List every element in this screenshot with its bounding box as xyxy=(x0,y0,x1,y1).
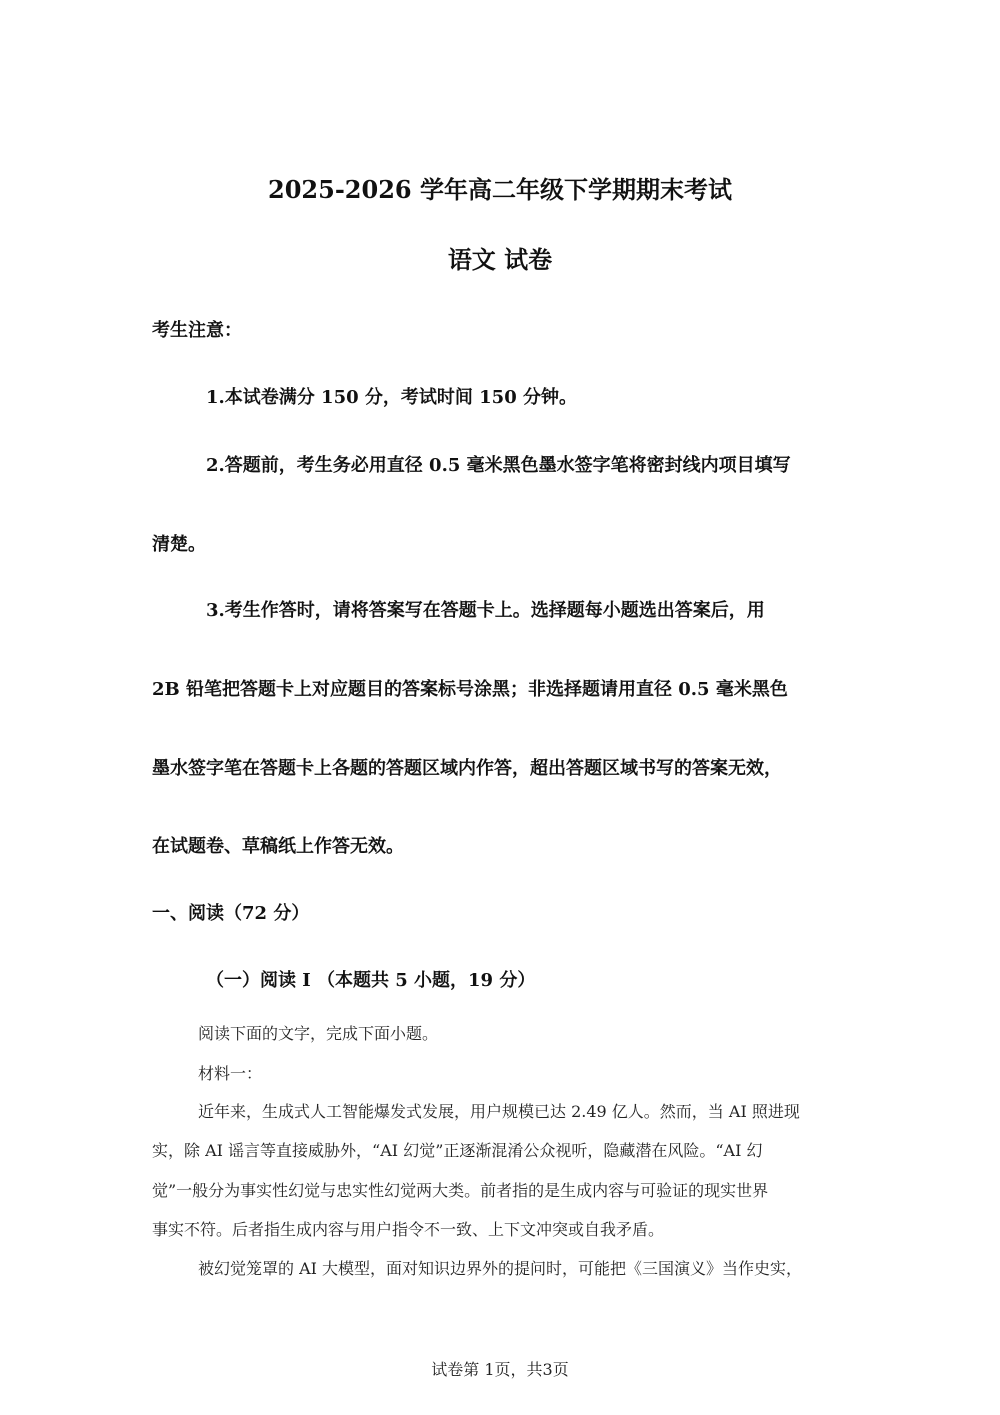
reading-instruction: 阅读下面的文字，完成下面小题。 xyxy=(198,1024,439,1043)
paragraph-line: 实，除 AI 谣言等直接威胁外，“AI 幻觉”正逐渐混淆公众视听，隐藏潜在风险。“AI 幻 xyxy=(152,1141,763,1160)
notice-item-1: 1.本试卷满分 150 分，考试时间 150 分钟。 xyxy=(206,387,578,408)
paragraph-line: 近年来，生成式人工智能爆发式发展，用户规模已达 2.49 亿人。然而，当 AI 照进现 xyxy=(198,1102,800,1121)
notice-item-2-line-1: 2.答题前，考生务必用直径 0.5 毫米黑色墨水签字笔将密封线内项目填写 xyxy=(206,455,791,476)
paragraph-line: 事实不符。后者指生成内容与用户指令不一致、上下文冲突或自我矛盾。 xyxy=(152,1220,665,1239)
exam-title: 2025-2026 学年高二年级下学期期末考试 xyxy=(268,175,732,204)
notice-item-3-line-1: 3.考生作答时，请将答案写在答题卡上。选择题每小题选出答案后，用 xyxy=(206,600,765,621)
paragraph-line: 觉”一般分为事实性幻觉与忠实性幻觉两大类。前者指的是生成内容与可验证的现实世界 xyxy=(152,1181,769,1200)
material-label: 材料一： xyxy=(198,1064,263,1083)
section-heading: 一、阅读（72 分） xyxy=(152,903,310,924)
notice-item-2-line-2: 清楚。 xyxy=(152,534,206,555)
notice-item-3-line-2: 2B 铅笔把答题卡上对应题目的答案标号涂黑；非选择题请用直径 0.5 毫米黑色 xyxy=(152,679,788,700)
paragraph-line: 被幻觉笼罩的 AI 大模型，面对知识边界外的提问时，可能把《三国演义》当作史实， xyxy=(198,1259,803,1278)
sub-section-heading: （一）阅读 I （本题共 5 小题，19 分） xyxy=(206,970,536,991)
page-footer: 试卷第 1页，共3页 xyxy=(431,1360,569,1379)
notice-item-3-line-3: 墨水签字笔在答题卡上各题的答题区域内作答，超出答题区域书写的答案无效， xyxy=(152,758,782,779)
notice-heading: 考生注意： xyxy=(152,320,242,341)
exam-subtitle: 语文 试卷 xyxy=(447,245,553,274)
notice-item-3-line-4: 在试题卷、草稿纸上作答无效。 xyxy=(152,836,404,857)
